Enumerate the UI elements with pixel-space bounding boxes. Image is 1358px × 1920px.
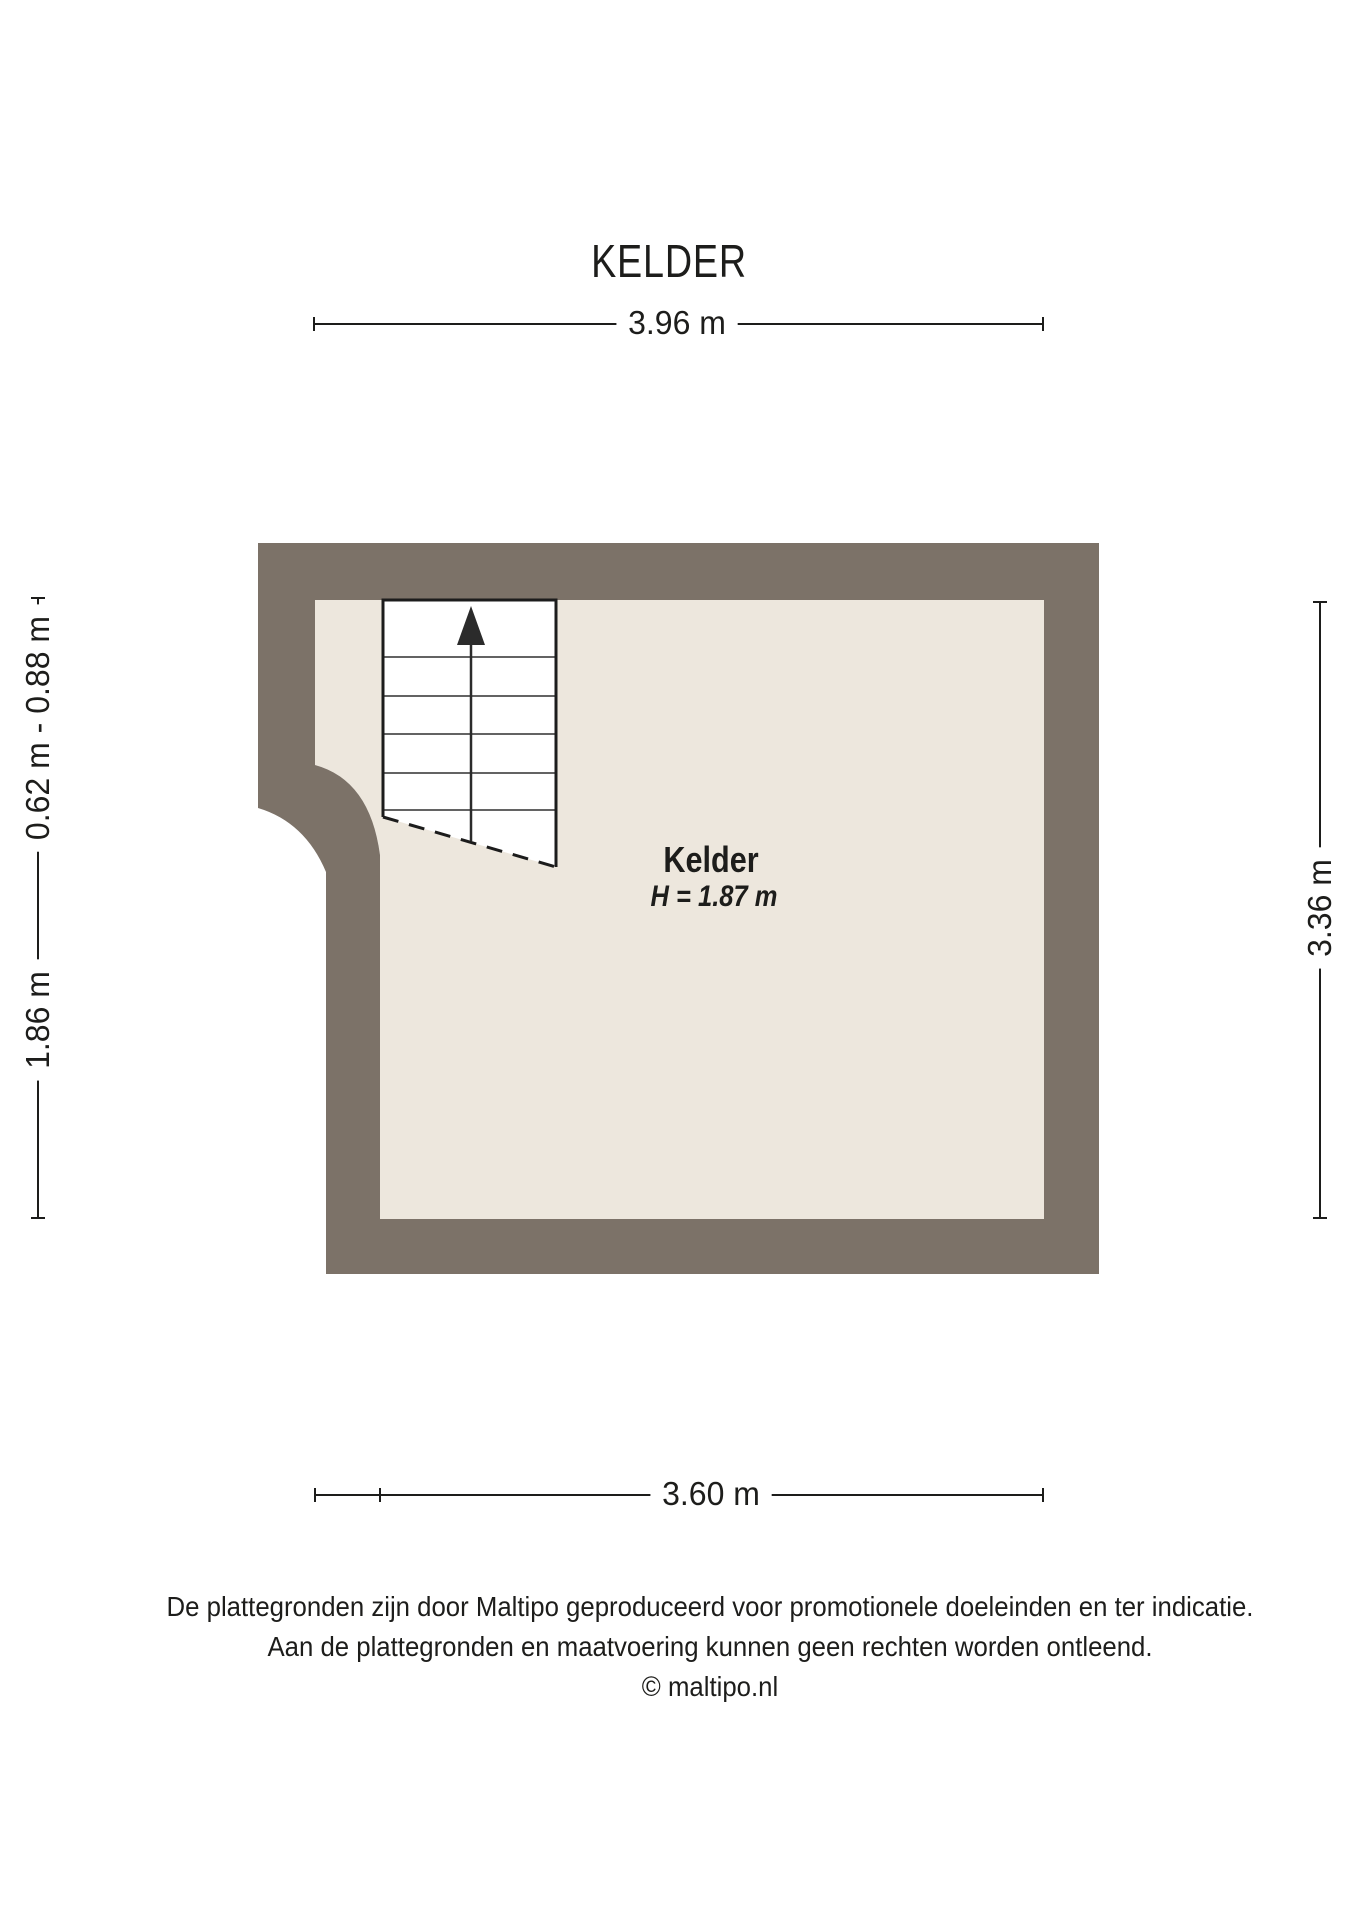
room-height-label: H = 1.87 m [650, 880, 778, 913]
footer-copyright: © maltipo.nl [641, 1671, 779, 1702]
dimension-label-bottom: 3.60 m [650, 1475, 771, 1513]
footer-disclaimer-line2: Aan de plattegronden en maatvoering kunnen geen rechten worden ontleend. [267, 1631, 1153, 1662]
room-name-label: Kelder [663, 839, 759, 880]
footer-disclaimer-line1: De plattegronden zijn door Maltipo geproduceerd voor promotionele doeleinden en ter indicatie. [166, 1591, 1254, 1622]
dimension-label-left-upper: 0.62 m - 0.88 m [19, 604, 57, 851]
dimension-label-right: 3.36 m [1301, 847, 1339, 968]
page-title: KELDER [591, 235, 747, 287]
dimension-label-left-lower: 1.86 m [19, 959, 57, 1080]
dimension-label-top: 3.96 m [616, 304, 737, 342]
